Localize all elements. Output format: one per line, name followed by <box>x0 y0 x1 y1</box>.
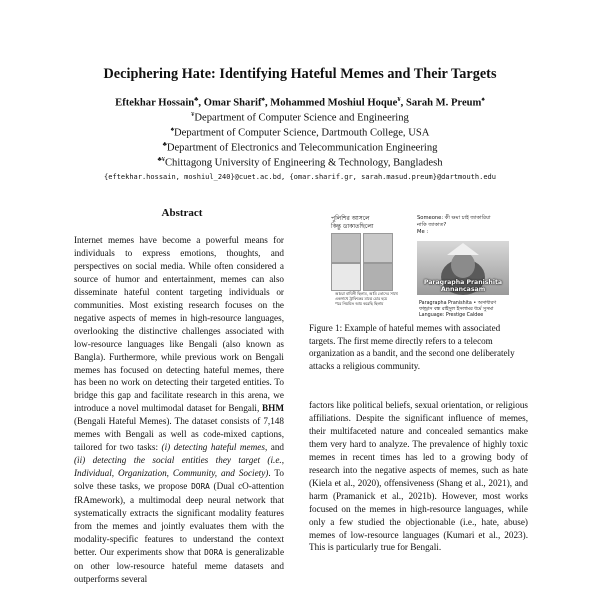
meme-photo <box>363 233 393 263</box>
paper-title: Deciphering Hate: Identifying Hateful Memes and Their Targets <box>103 66 497 82</box>
meme-photo <box>363 263 393 291</box>
figure-1 <box>309 213 528 323</box>
affiliation-text: Department of Computer Science, Dartmouth College, USA <box>174 127 430 139</box>
author-separator: , <box>264 97 271 109</box>
meme-1-caption: পুলিশির আসলে কিন্তু ডাকাতছিলো <box>331 215 374 230</box>
author-mark: ♣ <box>194 96 199 103</box>
author-name: Mohammed Moshiul Hoque <box>270 97 398 109</box>
task-two: (ii) detecting the social entities they target (i.e., Individual, Organization, Community, and Society) <box>74 455 284 479</box>
meme-2-top-text: Someone: কী ক্ষমা চাই জাকারিয়া নাকি জাকাত? Me : <box>417 215 491 235</box>
affiliation-text: Department of Electronics and Telecommunication Engineering <box>166 142 438 154</box>
task-one: (i) detecting hateful memes <box>161 442 265 453</box>
abstract-text: , a multimodal deep neural network that systematically extracts the significant modality features from the memes and jointly evaluates them with the modality-specific features to understand the context better. Our experiments show that <box>74 495 284 557</box>
author-emails: {eftekhar.hossain, moshiul_240}@cuet.ac.bd, {omar.sharif.gr, sarah.masud.preum}@dartmouth.edu <box>104 173 496 181</box>
meme-2-bottom-text: Paragrapha Pranishita • অসাধারণ ফান্ড্রাস বন্ধ রাইসুল ইসলামর ধর্মে সুসমা Language: Prestige Caldee <box>419 301 497 318</box>
affiliation-mark: ♠ <box>170 126 175 133</box>
author-list <box>0 96 600 109</box>
author-mark: ¥ <box>397 96 401 103</box>
affiliation-line <box>0 156 600 169</box>
meme-image-2 <box>413 213 515 323</box>
abstract-heading: Abstract <box>161 207 203 219</box>
abstract-body <box>74 234 284 586</box>
logo-image <box>331 263 361 291</box>
affiliation-line <box>0 141 600 154</box>
model-expansion: (Dual cO-attention fRAmework) <box>74 481 285 506</box>
author-name: Eftekhar Hossain <box>115 97 195 109</box>
affiliation-text: Department of Computer Science and Engineering <box>194 112 409 124</box>
author-name: Omar Sharif <box>203 97 262 109</box>
model-name: DORA <box>191 482 210 492</box>
body-text: factors like political beliefs, sexual orientation, or religious affiliations. Despite the significant influence of memes, their multifaceted nature and concealed semantics make them very hard to analyze. The prevalence of highly toxic memes in recent times has led to a growing body of research into the negative aspects of memes, such as hate (Kiela et al., 2020), offensiveness (Shang et al., 2021), and harm (Pramanick et al., 2021b). However, most works focused on the memes in high-resource languages, while only a few studied the objectionable (i.e., hate, abuse) memes of low-resource languages (Kumari et al., 2023). This is particularly true for Bengali. <box>309 400 528 553</box>
meme-photo <box>331 233 361 263</box>
abstract-text: . To solve these tasks, we propose <box>74 468 284 492</box>
affiliation-mark: ¥ <box>191 111 195 118</box>
affiliation-mark: ♣ <box>162 141 167 148</box>
meme-image-1 <box>325 213 405 323</box>
abstract-text: Internet memes have become a powerful means for individuals to express emotions, thoughts, and perspectives on social media. While often considered a source of humor and entertainment, memes can also disseminate hateful content targeting individuals or communities. Most existing research focuses on the negative aspects of memes in high-resource languages, overlooking the distinctive challenges associated with low-resource languages like Bengali (also known as Bangla). Furthermore, while previous work on Bengali memes has focused on detecting hateful memes, there has been no work on detecting their targeted entities. To bridge this gap and facilitate research in this arena, we introduce a novel multimodal dataset for Bengali, <box>74 235 284 414</box>
abstract-text: (Bengali Hateful Memes). The dataset consists of 7,148 memes with Bengali as well as code-mixed captions, tailored for two tasks: <box>74 416 284 453</box>
affiliation-line <box>0 111 600 124</box>
figure-caption: Figure 1: Example of hateful memes with associated targets. The first meme directly refers to a telecom organization as a bandit, and the second one deliberately attacks a religious community. <box>309 323 515 371</box>
model-name: DORA <box>204 547 223 557</box>
affiliation-line <box>0 126 600 139</box>
author-separator: , <box>400 97 406 109</box>
author-separator: , <box>198 97 204 109</box>
author-mark: ♠ <box>261 96 265 103</box>
meme-1-bottom-text: আমরা বাঘিনী ছিলাম, আমি তোদের সাথে একসাথে ট্রাফিকের মাঝে চোর হয়ে পরে নিয়মিত আয় করেছি ছিলাম <box>335 291 398 306</box>
abstract-text: is generalizable on other low-resource hateful meme datasets and outperforms several <box>74 546 285 584</box>
dataset-name: BHM <box>262 403 284 414</box>
meme-2-overlay-text: Paragrapha Pranishita Annancasam <box>423 279 503 293</box>
abstract-text: , and <box>264 442 285 453</box>
affiliation-mark: ♣¥ <box>157 156 165 163</box>
author-mark: ♠ <box>481 96 485 103</box>
author-name: Sarah M. Preum <box>405 97 482 109</box>
affiliation-text: Chittagong University of Engineering & Technology, Bangladesh <box>164 157 443 169</box>
meme-photo <box>417 241 509 295</box>
